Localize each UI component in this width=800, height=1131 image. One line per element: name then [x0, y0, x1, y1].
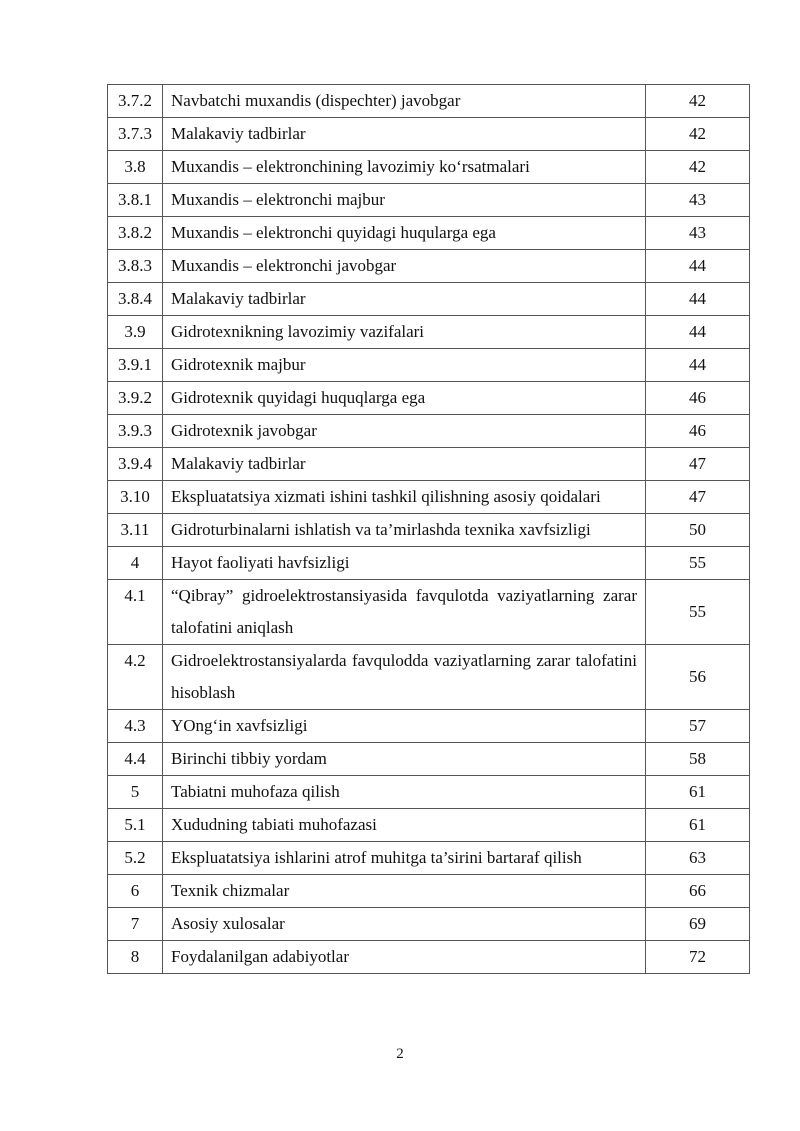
toc-row [108, 349, 750, 382]
toc-section-title: Gidrotexnikning lavozimiy vazifalari [163, 316, 646, 349]
toc-row [108, 776, 750, 809]
toc-section-number: 3.11 [108, 514, 163, 547]
toc-page-number: 55 [646, 580, 750, 645]
toc-row [108, 316, 750, 349]
toc-section-title: Xududning tabiati muhofazasi [163, 809, 646, 842]
page-number: 2 [396, 1046, 404, 1062]
toc-section-number: 4.2 [108, 645, 163, 710]
toc-section-title: Gidroelektrostansiyalarda favqulodda vaziyatlarning zarar talofatini hisoblash [163, 645, 646, 710]
toc-section-title: Asosiy xulosalar [163, 908, 646, 941]
toc-row [108, 448, 750, 481]
toc-section-title: Navbatchi muxandis (dispechter) javobgar [163, 85, 646, 118]
toc-section-title: Gidrotexnik majbur [163, 349, 646, 382]
toc-section-number: 6 [108, 875, 163, 908]
toc-page-number: 58 [646, 743, 750, 776]
toc-row [108, 283, 750, 316]
toc-section-number: 3.8.1 [108, 184, 163, 217]
toc-section-number: 3.10 [108, 481, 163, 514]
toc-row [108, 184, 750, 217]
toc-row [108, 514, 750, 547]
toc-page-number: 42 [646, 118, 750, 151]
toc-section-title: Gidroturbinalarni ishlatish va ta’mirlashda texnika xavfsizligi [163, 514, 646, 547]
toc-row [108, 217, 750, 250]
toc-section-title: Muxandis – elektronchi quyidagi huqularga ega [163, 217, 646, 250]
toc-page-number: 46 [646, 415, 750, 448]
toc-row [108, 710, 750, 743]
toc-row [108, 382, 750, 415]
toc-row [108, 908, 750, 941]
toc-page-number: 42 [646, 85, 750, 118]
toc-page-number: 44 [646, 316, 750, 349]
toc-section-number: 5.1 [108, 809, 163, 842]
toc-section-title: Gidrotexnik javobgar [163, 415, 646, 448]
toc-row [108, 941, 750, 974]
toc-row [108, 743, 750, 776]
toc-section-title: “Qibray” gidroelektrostansiyasida favqulotda vaziyatlarning zarar talofatini aniqlash [163, 580, 646, 645]
toc-page-number: 50 [646, 514, 750, 547]
toc-section-title: Texnik chizmalar [163, 875, 646, 908]
toc-page-number: 69 [646, 908, 750, 941]
toc-section-title: Foydalanilgan adabiyotlar [163, 941, 646, 974]
toc-section-title: Muxandis – elektronchining lavozimiy koʻrsatmalari [163, 151, 646, 184]
toc-section-number: 5 [108, 776, 163, 809]
toc-row [108, 875, 750, 908]
toc-section-title: Gidrotexnik quyidagi huquqlarga ega [163, 382, 646, 415]
toc-page-number: 47 [646, 448, 750, 481]
toc-section-title: Malakaviy tadbirlar [163, 283, 646, 316]
toc-section-title: Malakaviy tadbirlar [163, 118, 646, 151]
toc-row [108, 842, 750, 875]
toc-section-number: 4.3 [108, 710, 163, 743]
toc-section-number: 3.9.1 [108, 349, 163, 382]
toc-section-number: 4.4 [108, 743, 163, 776]
toc-section-number: 3.9 [108, 316, 163, 349]
toc-page-number: 61 [646, 776, 750, 809]
toc-page-number: 43 [646, 184, 750, 217]
toc-section-number: 5.2 [108, 842, 163, 875]
toc-section-title: Muxandis – elektronchi javobgar [163, 250, 646, 283]
toc-page-number: 46 [646, 382, 750, 415]
toc-section-title: YOngʻin xavfsizligi [163, 710, 646, 743]
toc-section-number: 3.7.3 [108, 118, 163, 151]
toc-page-number: 44 [646, 283, 750, 316]
toc-section-number: 3.9.2 [108, 382, 163, 415]
toc-row [108, 151, 750, 184]
toc-section-number: 4.1 [108, 580, 163, 645]
toc-page-number: 44 [646, 349, 750, 382]
toc-page-number: 66 [646, 875, 750, 908]
toc-section-number: 8 [108, 941, 163, 974]
toc-section-title: Malakaviy tadbirlar [163, 448, 646, 481]
toc-section-number: 3.8.4 [108, 283, 163, 316]
toc-section-number: 3.8.3 [108, 250, 163, 283]
toc-page-number: 43 [646, 217, 750, 250]
toc-page-number: 44 [646, 250, 750, 283]
toc-page-number: 56 [646, 645, 750, 710]
toc-row [108, 809, 750, 842]
toc-row [108, 85, 750, 118]
toc-section-title: Muxandis – elektronchi majbur [163, 184, 646, 217]
toc-row [108, 415, 750, 448]
toc-section-number: 3.7.2 [108, 85, 163, 118]
table-of-contents [107, 84, 750, 974]
toc-row [108, 481, 750, 514]
toc-section-number: 3.9.3 [108, 415, 163, 448]
toc-row [108, 547, 750, 580]
toc-page-number: 72 [646, 941, 750, 974]
toc-section-number: 4 [108, 547, 163, 580]
toc-page-number: 63 [646, 842, 750, 875]
toc-section-number: 3.8 [108, 151, 163, 184]
toc-page-number: 61 [646, 809, 750, 842]
toc-section-number: 3.8.2 [108, 217, 163, 250]
toc-body [108, 85, 750, 974]
toc-section-number: 3.9.4 [108, 448, 163, 481]
toc-section-title: Hayot faoliyati havfsizligi [163, 547, 646, 580]
toc-section-title: Ekspluatatsiya ishlarini atrof muhitga ta’sirini bartaraf qilish [163, 842, 646, 875]
toc-row [108, 250, 750, 283]
toc-page-number: 47 [646, 481, 750, 514]
toc-section-number: 7 [108, 908, 163, 941]
toc-row [108, 645, 750, 710]
toc-row [108, 580, 750, 645]
toc-page-number: 57 [646, 710, 750, 743]
toc-section-title: Ekspluatatsiya xizmati ishini tashkil qilishning asosiy qoidalari [163, 481, 646, 514]
toc-page-number: 42 [646, 151, 750, 184]
toc-page-number: 55 [646, 547, 750, 580]
toc-section-title: Tabiatni muhofaza qilish [163, 776, 646, 809]
toc-section-title: Birinchi tibbiy yordam [163, 743, 646, 776]
toc-row [108, 118, 750, 151]
